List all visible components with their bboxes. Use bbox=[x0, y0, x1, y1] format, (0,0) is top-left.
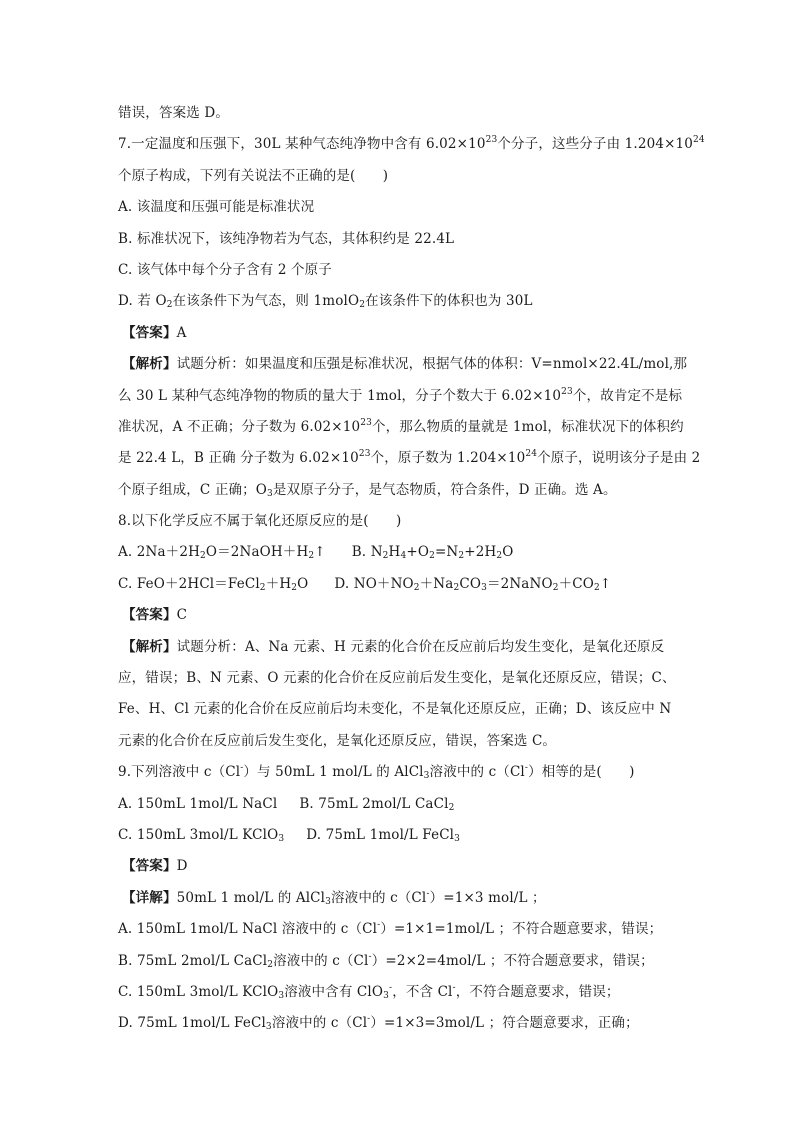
text: C. 150mL 3mol/L KClO bbox=[118, 983, 279, 1000]
text: 是双原子分子，是气态物质，符合条件，D 正确。选 A。 bbox=[272, 481, 617, 498]
answer-tag: 【答案】 bbox=[122, 607, 177, 624]
options-a-b bbox=[118, 789, 678, 820]
text: ＋H bbox=[265, 575, 292, 592]
subscript: 2 bbox=[552, 582, 559, 593]
answer-text: A bbox=[176, 324, 187, 341]
text: 9.下列溶液中 c（Cl bbox=[118, 764, 241, 781]
text: 试题分析：A、Na 元素、H 元素的化合价在反应前后均发生变化，是氧化还原反 bbox=[176, 638, 665, 655]
text: A. 150mL 1mol/L NaCl 溶液中的 c（Cl bbox=[118, 921, 378, 938]
text: 应，错误；B、N 元素、O 元素的化合价在反应前后发生变化，是氧化还原反应，错误；C、 bbox=[118, 670, 676, 687]
superscript: - bbox=[524, 763, 529, 774]
subscript: 4 bbox=[400, 551, 407, 562]
text: ＋CO bbox=[558, 575, 594, 592]
text: 在该条件下的体积也为 30L bbox=[365, 293, 533, 310]
subscript: 2 bbox=[291, 582, 298, 593]
text: 个分子，这些分子由 1.204×10 bbox=[497, 136, 694, 153]
superscript: - bbox=[240, 763, 244, 774]
superscript: - bbox=[367, 1014, 371, 1025]
text: ↑ bbox=[314, 544, 326, 561]
question-8-stem bbox=[118, 506, 678, 537]
text: C. 150mL 3mol/L KClO bbox=[118, 826, 279, 843]
text: ↑ bbox=[599, 575, 612, 592]
superscript: - bbox=[452, 982, 456, 993]
subscript: 2 bbox=[429, 551, 435, 562]
option-c bbox=[118, 255, 678, 286]
analysis-line bbox=[118, 381, 683, 412]
text: +2H bbox=[464, 544, 497, 561]
text: 个原子，说明该分子是由 2 bbox=[537, 450, 701, 467]
text: C. 该气体中每个分子含有 2 个原子 bbox=[118, 261, 332, 278]
answer-tag: 【答案】 bbox=[122, 858, 177, 875]
text: ，不含 Cl bbox=[392, 983, 453, 1000]
subscript: 2 bbox=[259, 582, 266, 593]
text: ＝2NaNO bbox=[486, 575, 553, 592]
detail-line bbox=[118, 914, 678, 945]
answer-text: C bbox=[176, 607, 188, 624]
text: 在该条件下为气态，则 1molO bbox=[172, 293, 360, 310]
text-line bbox=[118, 98, 678, 129]
options-c-d bbox=[118, 820, 678, 851]
subscript: 3 bbox=[481, 582, 487, 593]
text: ）=1×3 mol/L ； bbox=[429, 889, 546, 906]
superscript: - bbox=[426, 888, 430, 899]
analysis-line bbox=[118, 349, 688, 380]
text: 8.以下化学反应不属于氧化还原反应的是( ) bbox=[118, 513, 402, 530]
subscript: 2 bbox=[359, 300, 366, 311]
text: 溶液中的 c（Cl bbox=[429, 764, 525, 781]
text: 个，故肯定不是标 bbox=[572, 387, 683, 404]
text: ）=2×2=4mol/L ；不符合题意要求，错误； bbox=[371, 952, 654, 969]
detail-line bbox=[118, 1008, 678, 1039]
text: B. 75mL 2mol/L CaCl bbox=[299, 795, 449, 812]
subscript: 2 bbox=[200, 551, 206, 562]
text: O＝2NaOH＋H bbox=[205, 544, 309, 561]
text: 是 22.4 L，B 正确 分子数为 6.02×10 bbox=[118, 450, 359, 467]
text: 个，原子数为 1.204×10 bbox=[370, 450, 526, 467]
superscript: 24 bbox=[525, 449, 538, 460]
option-b bbox=[118, 224, 678, 255]
superscript: 24 bbox=[693, 135, 705, 146]
detail-tag: 【详解】 bbox=[122, 889, 177, 906]
analysis-line bbox=[118, 663, 678, 694]
text: C. FeO＋2HCl＝FeCl bbox=[118, 575, 260, 592]
detail-line bbox=[118, 883, 678, 914]
subscript: 3 bbox=[265, 1022, 272, 1033]
answer-line bbox=[118, 318, 678, 349]
text: 个原子组成，C 正确；O bbox=[118, 481, 267, 498]
subscript: 2 bbox=[413, 582, 420, 593]
text: ）相等的是( ) bbox=[528, 764, 635, 781]
question-7-stem-cont bbox=[118, 161, 678, 192]
answer-line bbox=[118, 600, 678, 631]
text: ）=1×1=1mol/L ；不符合题意要求，错误； bbox=[380, 921, 663, 938]
text: 么 30 L 某种气态纯净物的物质的量大于 1mol，分子个数大于 6.02×10 bbox=[118, 387, 562, 404]
subscript: 2 bbox=[382, 551, 389, 562]
text: A. 2Na＋2H bbox=[118, 544, 200, 561]
option-d bbox=[118, 286, 678, 317]
analysis-line bbox=[118, 632, 678, 663]
subscript: 2 bbox=[453, 582, 460, 593]
superscript: 23 bbox=[360, 417, 372, 428]
analysis-line bbox=[118, 412, 684, 443]
text: 溶液中的 c（Cl bbox=[331, 889, 427, 906]
text: D. 75mL 1mol/L FeCl bbox=[118, 1015, 266, 1032]
superscript: - bbox=[377, 920, 381, 931]
text: 准状况，A 不正确；分子数为 6.02×10 bbox=[118, 418, 361, 435]
analysis-line bbox=[118, 443, 701, 474]
text: 个，那么物质的量就是 1mol，标准状况下的体积约 bbox=[371, 418, 684, 435]
text: D. 75mL 1mol/L FeCl bbox=[306, 826, 455, 843]
text: ，不符合题意要求，错误； bbox=[455, 983, 620, 1000]
document-body bbox=[118, 98, 705, 1040]
options-c-d bbox=[118, 569, 678, 600]
superscript: - bbox=[388, 982, 393, 993]
text: B. N bbox=[351, 544, 383, 561]
text: 溶液中的 c（Cl bbox=[273, 952, 369, 969]
text: 溶液中含有 ClO bbox=[284, 983, 384, 1000]
detail-line bbox=[118, 977, 678, 1008]
superscript: 23 bbox=[358, 449, 371, 460]
text: D. NO＋NO bbox=[334, 575, 414, 592]
subscript: 3 bbox=[383, 990, 389, 1001]
subscript: 3 bbox=[454, 833, 461, 844]
text: A. 该温度和压强可能是标准状况 bbox=[118, 199, 315, 216]
superscript: 23 bbox=[485, 135, 498, 146]
text: H bbox=[388, 544, 401, 561]
answer-line bbox=[118, 851, 678, 882]
answer-tag: 【答案】 bbox=[122, 324, 177, 341]
text: B. 标准状况下，该纯净物若为气态，其体积约是 22.4L bbox=[118, 230, 455, 247]
text: 试题分析：如果温度和压强是标准状况，根据气体的体积：V=nmol×22.4L/mol,那 bbox=[176, 356, 688, 373]
text: B. 75mL 2mol/L CaCl bbox=[118, 952, 268, 969]
subscript: 2 bbox=[308, 551, 315, 562]
analysis-line bbox=[118, 475, 678, 506]
text: O bbox=[502, 544, 514, 561]
text: =N bbox=[434, 544, 459, 561]
option-a bbox=[118, 192, 678, 223]
detail-line bbox=[118, 946, 678, 977]
answer-text: D bbox=[176, 858, 188, 875]
superscript: - bbox=[368, 951, 372, 962]
text: ）=1×3=3mol/L ；符合题意要求，正确； bbox=[370, 1015, 639, 1032]
analysis-line bbox=[118, 726, 678, 757]
question-9-stem bbox=[118, 757, 678, 788]
text: 个原子构成，下列有关说法不正确的是( ) bbox=[118, 167, 389, 184]
options-a-b bbox=[118, 537, 678, 568]
subscript: 2 bbox=[496, 551, 503, 562]
text: O bbox=[297, 575, 309, 592]
text: +O bbox=[406, 544, 430, 561]
text: A. 150mL 1mol/L NaCl bbox=[118, 795, 278, 812]
subscript: 3 bbox=[278, 990, 285, 1001]
subscript: 2 bbox=[166, 300, 173, 311]
question-7-stem bbox=[118, 129, 705, 160]
text: D. 若 O bbox=[118, 293, 167, 310]
text: CO bbox=[459, 575, 482, 592]
subscript: 3 bbox=[267, 488, 273, 499]
text: 错误，答案选 D。 bbox=[118, 105, 229, 121]
analysis-line bbox=[118, 694, 678, 725]
superscript: 23 bbox=[561, 386, 573, 397]
subscript: 2 bbox=[267, 959, 274, 970]
subscript: 2 bbox=[593, 582, 600, 593]
text: 元素的化合价在反应前后发生变化，是氧化还原反应，错误，答案选 C。 bbox=[118, 732, 557, 749]
text: ＋Na bbox=[419, 575, 454, 592]
subscript: 3 bbox=[325, 896, 332, 907]
text: 50mL 1 mol/L 的 AlCl bbox=[176, 889, 326, 906]
subscript: 2 bbox=[448, 802, 455, 813]
text: 7.一定温度和压强下，30L 某种气态纯净物中含有 6.02×10 bbox=[118, 136, 486, 153]
analysis-tag: 【解析】 bbox=[122, 638, 177, 655]
text: 溶液中的 c（Cl bbox=[271, 1015, 368, 1032]
analysis-tag: 【解析】 bbox=[122, 356, 177, 373]
subscript: 3 bbox=[278, 833, 285, 844]
subscript: 2 bbox=[458, 551, 465, 562]
text: Fe、H、Cl 元素的化合价在反应前后均未变化，不是氧化还原反应，正确；D、该反应中 N bbox=[118, 701, 672, 718]
text: ）与 50mL 1 mol/L 的 AlCl bbox=[243, 764, 424, 781]
subscript: 3 bbox=[423, 771, 430, 782]
